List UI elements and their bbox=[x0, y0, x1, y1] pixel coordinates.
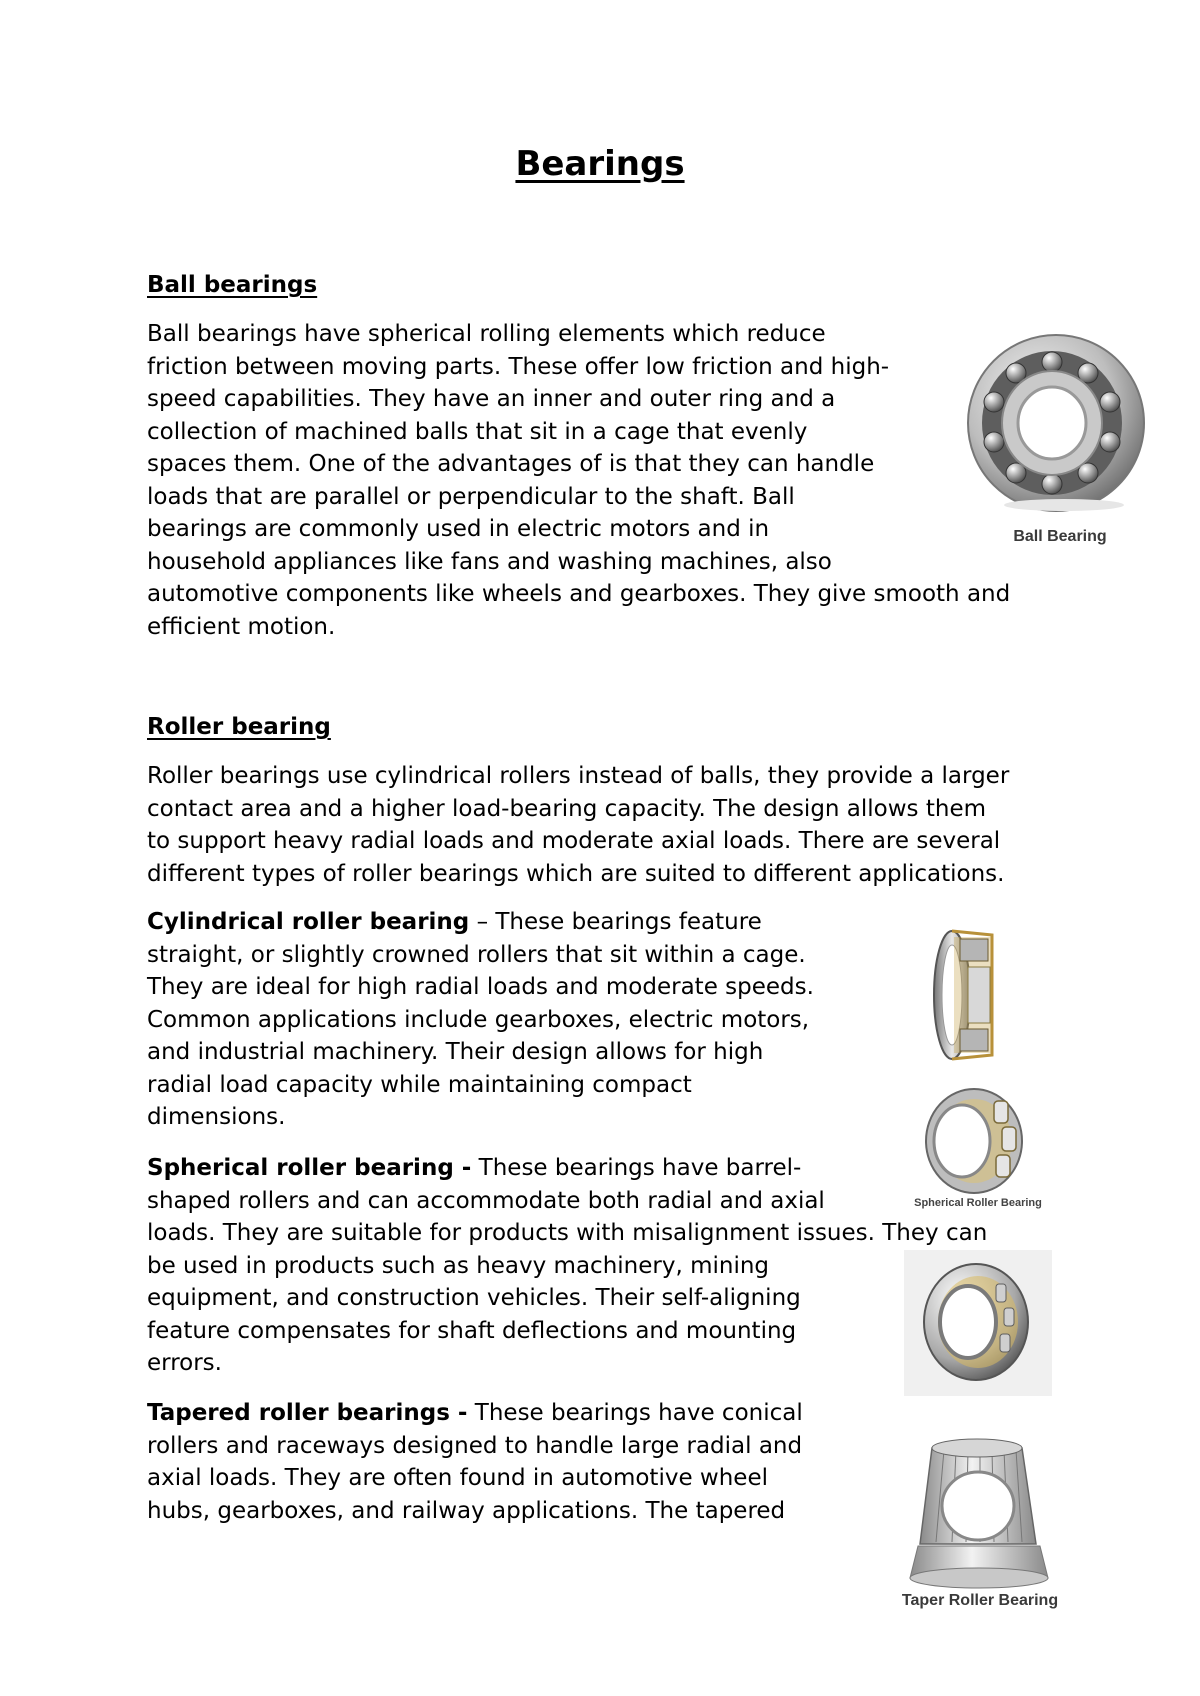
text-line: loads that are parallel or perpendicular to the shaft. Ball bbox=[147, 483, 795, 510]
page-title: Bearings bbox=[515, 144, 685, 184]
ball-bearings-paragraph bbox=[147, 318, 1010, 643]
text-line: speed capabilities. They have an inner and outer ring and a bbox=[147, 386, 836, 412]
text-line: household appliances like fans and washing machines, also bbox=[147, 548, 832, 575]
roller-bearing-heading: Roller bearing bbox=[147, 714, 331, 740]
text-line: be used in products such as heavy machinery, mining bbox=[147, 1252, 770, 1279]
text-line: axial loads. They are often found in automotive wheel bbox=[147, 1465, 768, 1491]
cylindrical-paragraph bbox=[147, 906, 814, 1134]
text-line: equipment, and construction vehicles. Their self-aligning bbox=[147, 1285, 801, 1311]
spherical-bearing-caption: Spherical Roller Bearing bbox=[914, 1197, 1042, 1209]
text-line: radial load capacity while maintaining compact bbox=[147, 1071, 692, 1098]
tapered-paragraph bbox=[147, 1397, 803, 1527]
tapered-term: Tapered roller bearings bbox=[147, 1400, 450, 1426]
ball-bearings-heading: Ball bearings bbox=[147, 272, 318, 298]
spherical-bearing-photo bbox=[904, 1250, 1052, 1396]
text-line: They are ideal for high radial loads and moderate speeds. bbox=[147, 974, 814, 1000]
text-line: shaped rollers and can accommodate both radial and axial bbox=[147, 1187, 825, 1214]
roller-bearing-paragraph bbox=[147, 760, 1009, 890]
tapered-bearing-caption: Taper Roller Bearing bbox=[901, 1592, 1059, 1609]
cylindrical-bearing-image bbox=[930, 925, 1010, 1065]
tapered-bearing-illustration bbox=[890, 1428, 1070, 1590]
ball-bearing-image bbox=[960, 330, 1160, 555]
text-line: contact area and a higher load-bearing capacity. The design allows them bbox=[147, 795, 987, 822]
text-line: different types of roller bearings which are suited to different applications. bbox=[147, 860, 1005, 887]
text-line: collection of machined balls that sit in a cage that evenly bbox=[147, 418, 808, 445]
tapered-bearing-image bbox=[890, 1428, 1070, 1616]
text-line: Roller bearings use cylindrical rollers instead of balls, they provide a larger bbox=[147, 763, 1010, 789]
ball-bearing-illustration bbox=[960, 330, 1160, 530]
text-line: feature compensates for shaft deflections and mounting bbox=[147, 1317, 797, 1344]
text-line: friction between moving parts. These offer low friction and high- bbox=[147, 353, 890, 380]
text-line: hubs, gearboxes, and railway applications. The tapered bbox=[147, 1497, 786, 1524]
text-line: errors. bbox=[147, 1350, 222, 1376]
text-line: automotive components like wheels and gearboxes. They give smooth and bbox=[147, 581, 1011, 607]
text-line: bearings are commonly used in electric motors and in bbox=[147, 516, 770, 542]
text-line: straight, or slightly crowned rollers that sit within a cage. bbox=[147, 941, 806, 968]
text-line: rollers and raceways designed to handle large radial and bbox=[147, 1432, 803, 1459]
text-line: and industrial machinery. Their design allows for high bbox=[147, 1039, 764, 1065]
text-line: Common applications include gearboxes, electric motors, bbox=[147, 1006, 810, 1033]
text-line: loads. They are suitable for products with misalignment issues. They can bbox=[147, 1220, 988, 1246]
spherical-term: Spherical roller bearing bbox=[147, 1155, 454, 1181]
text-line: Cylindrical roller bearing – These bearings feature bbox=[147, 909, 762, 935]
text-line: efficient motion. bbox=[147, 613, 336, 640]
ball-bearing-caption: Ball Bearing bbox=[1013, 528, 1107, 545]
text-line: dimensions. bbox=[147, 1104, 286, 1130]
text-line: Spherical roller bearing - These bearings have barrel- bbox=[147, 1155, 802, 1181]
spherical-paragraph bbox=[147, 1152, 987, 1380]
text-line: Ball bearings have spherical rolling elements which reduce bbox=[147, 321, 826, 347]
text-line: Tapered roller bearings - These bearings have conical bbox=[147, 1400, 803, 1426]
text-line: spaces them. One of the advantages of is that they can handle bbox=[147, 451, 875, 477]
spherical-bearing-illustration bbox=[904, 1250, 1052, 1396]
cylindrical-bearing-illustration bbox=[930, 925, 1010, 1065]
text-line: to support heavy radial loads and moderate axial loads. There are several bbox=[147, 828, 1001, 854]
cylindrical-term: Cylindrical roller bearing bbox=[147, 909, 470, 935]
